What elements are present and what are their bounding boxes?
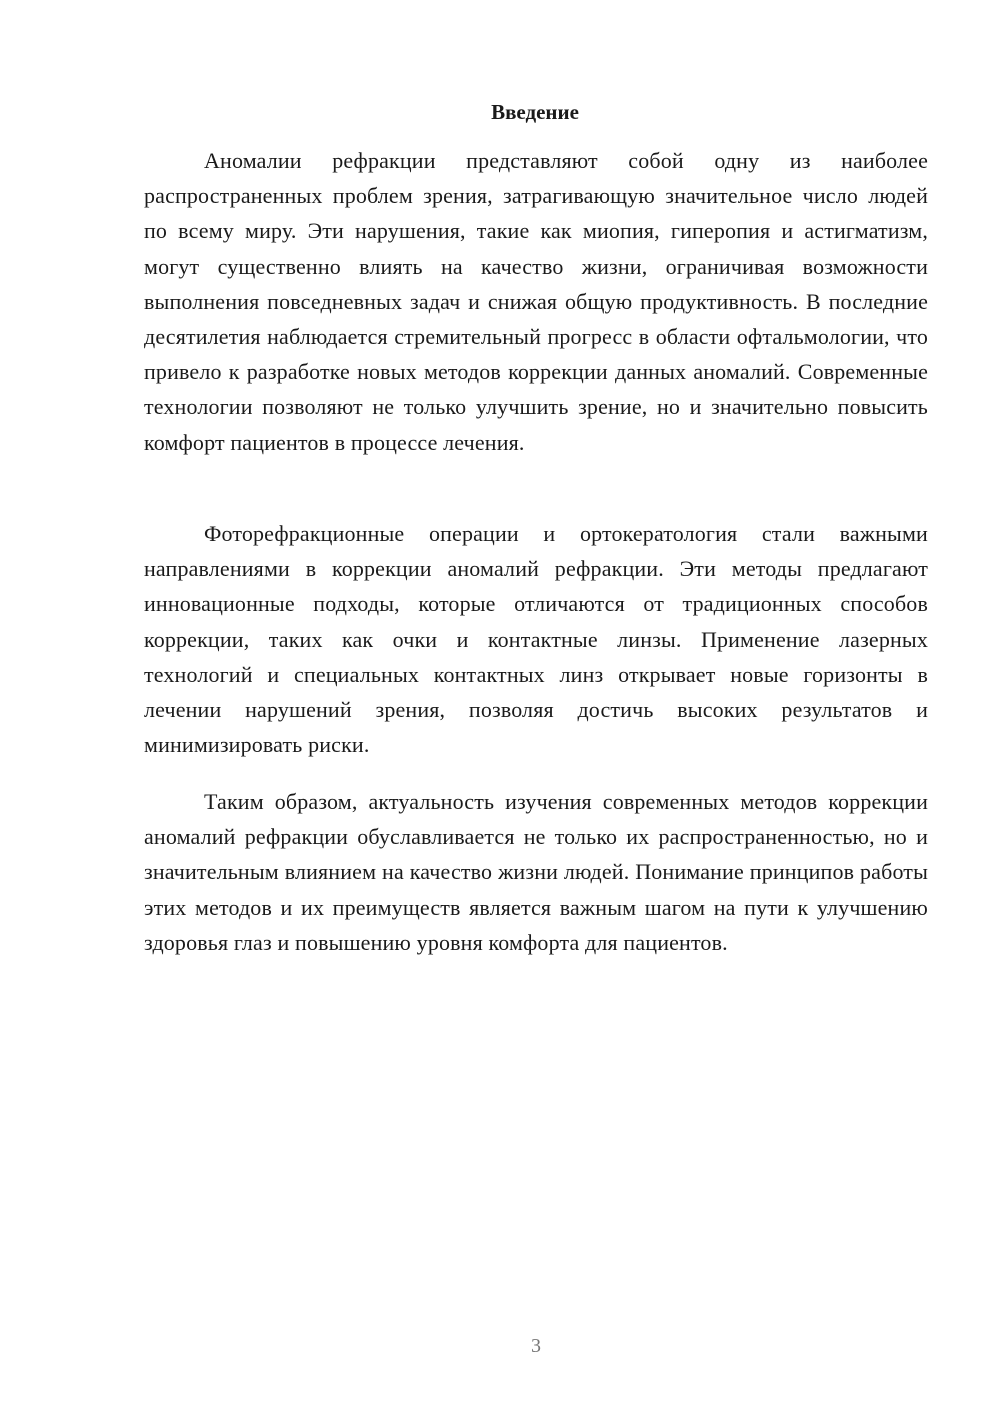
page-number: 3 xyxy=(531,1335,541,1357)
paragraph-intro: Аномалии рефракции представляют собой одну из наиболее распространенных проблем зрения, затрагивающую значительное число людей по всему миру. Эти нарушения, такие как миопия, гиперопия и астигматизм, могут существенно влиять на качество жизни, ограничивая возможности выполнения повседневных задач и снижая общую продуктивность. В последние десятилетия наблюдается стремительный прогресс в области офтальмологии, что привело к разработке новых методов коррекции данных аномалий. Современные технологии позволяют не только улучшить зрение, но и значительно повысить комфорт пациентов в процессе лечения. xyxy=(144,148,928,455)
paragraph-conclusion: Таким образом, актуальность изучения современных методов коррекции аномалий рефракции обуславливается не только их распространенностью, но и значительным влиянием на качество жизни людей. Понимание принципов работы этих методов и их преимуществ является важным шагом на пути к улучшению здоровья глаз и повышению уровня комфорта для пациентов. xyxy=(144,789,928,955)
paragraph-methods: Фоторефракционные операции и ортокератология стали важными направлениями в коррекции аномалий рефракции. Эти методы предлагают инновационные подходы, которые отличаются от традиционных способов коррекции, таких как очки и контактные линзы. Применение лазерных технологий и специальных контактных линз открывает новые горизонты в лечении нарушений зрения, позволяя достичь высоких результатов и минимизировать риски. xyxy=(144,521,928,758)
page-title: Введение xyxy=(491,100,579,124)
